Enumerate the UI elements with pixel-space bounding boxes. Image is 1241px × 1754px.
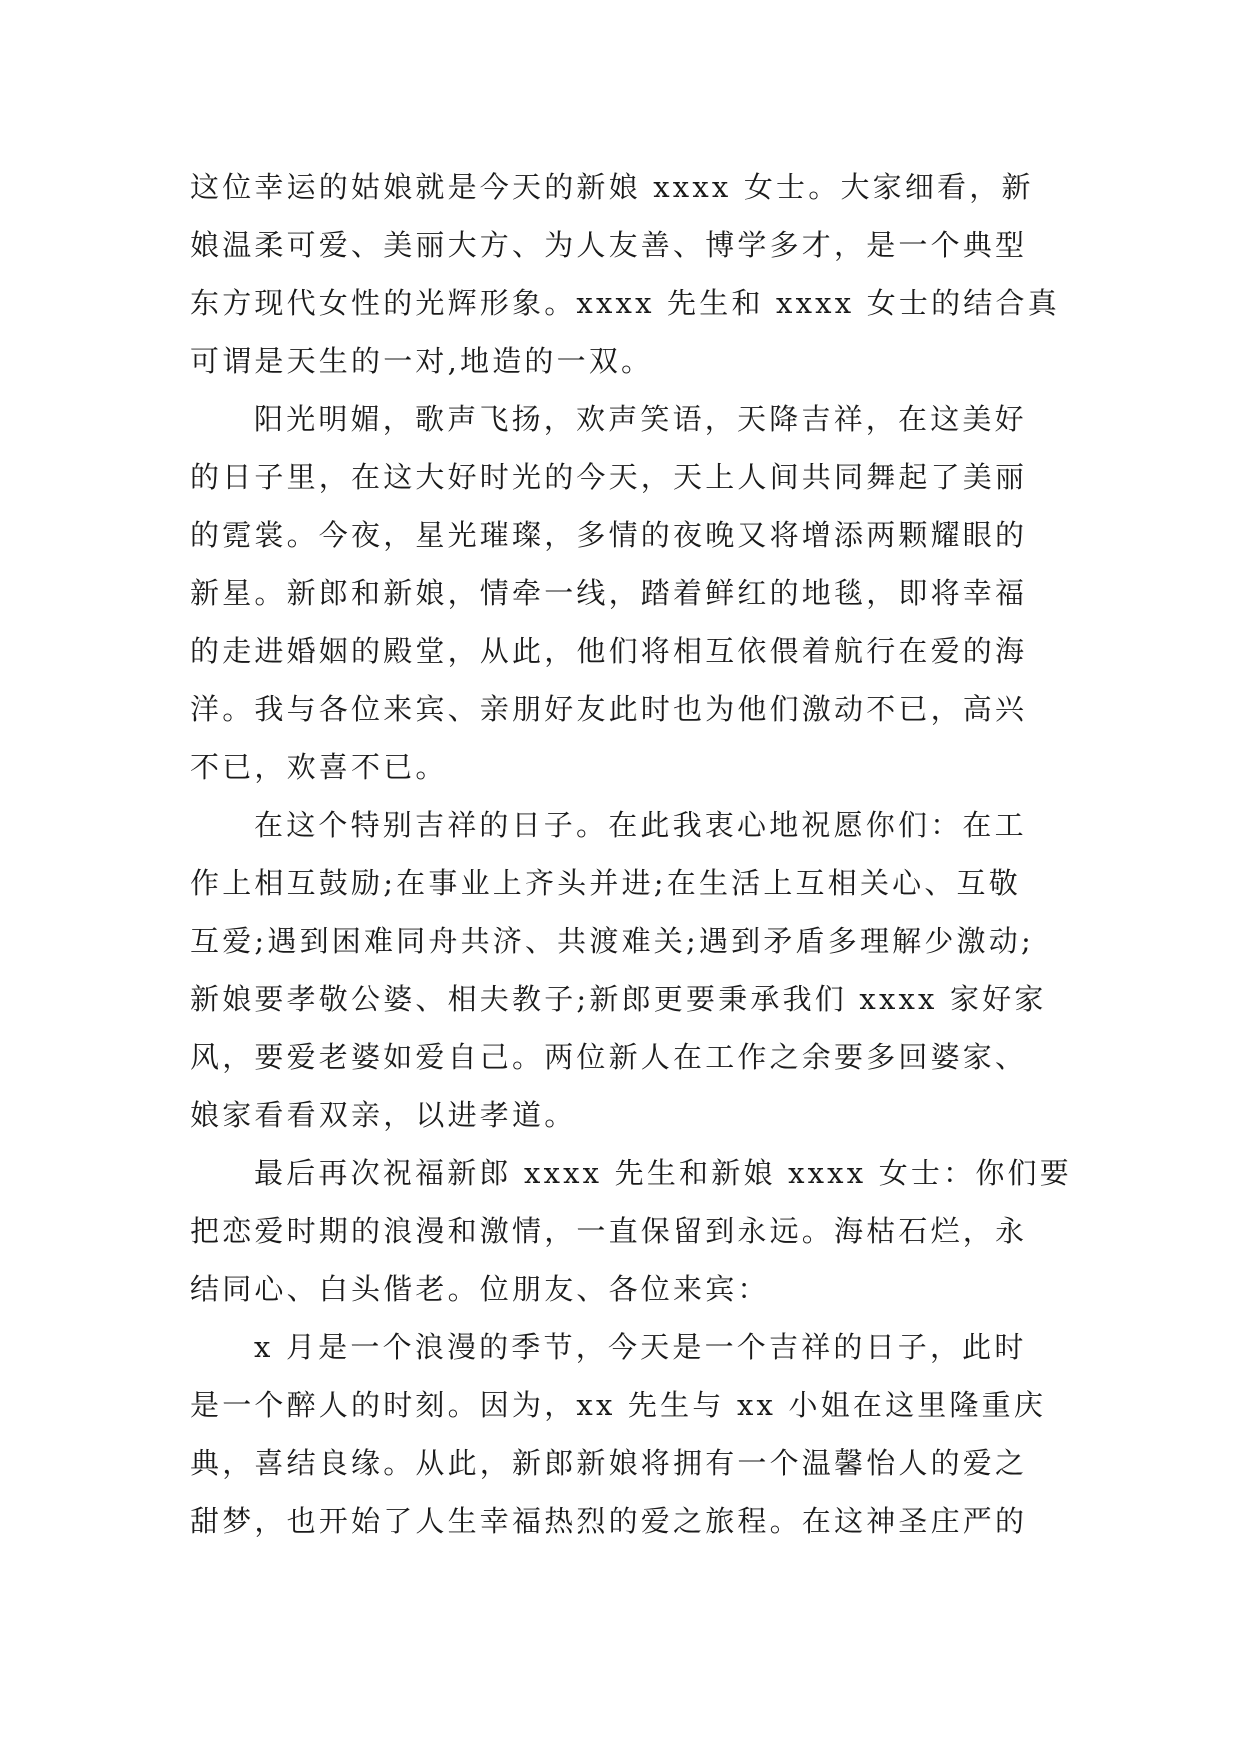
document-body	[190, 158, 1072, 1550]
paragraph	[190, 158, 1060, 390]
text-line: 结同心、白头偕老。位朋友、各位来宾：	[190, 1272, 770, 1306]
text-line: 新星。新郎和新娘，情牵一线，踏着鲜红的地毯，即将幸福	[190, 576, 1028, 610]
text-line: 的霓裳。今夜，星光璀璨，多情的夜晚又将增添两颗耀眼的	[190, 518, 1028, 552]
text-line: 东方现代女性的光辉形象。xxxx 先生和 xxxx 女士的结合真	[190, 286, 1060, 320]
text-line: 娘家看看双亲，以进孝道。	[190, 1098, 577, 1132]
text-line: 甜梦，也开始了人生幸福热烈的爱之旅程。在这神圣庄严的	[190, 1504, 1028, 1538]
text-line: 在这个特别吉祥的日子。在此我衷心地祝愿你们：在工	[254, 808, 1027, 842]
text-line: 典，喜结良缘。从此，新郎新娘将拥有一个温馨怡人的爱之	[190, 1446, 1028, 1480]
text-line: 可谓是天生的一对,地造的一双。	[190, 344, 654, 378]
text-line: 洋。我与各位来宾、亲朋好友此时也为他们激动不已，高兴	[190, 692, 1028, 726]
text-line: 风，要爱老婆如爱自己。两位新人在工作之余要多回婆家、	[190, 1040, 1028, 1074]
text-line: 互爱;遇到困难同舟共济、共渡难关;遇到矛盾多理解少激动;	[190, 924, 1034, 958]
paragraph	[190, 1144, 1072, 1318]
text-line: 新娘要孝敬公婆、相夫教子;新郎更要秉承我们 xxxx 家好家	[190, 982, 1047, 1016]
paragraph	[190, 796, 1050, 1144]
text-line: 作上相互鼓励;在事业上齐头并进;在生活上互相关心、互敬	[190, 866, 1021, 900]
text-line: 的走进婚姻的殿堂，从此，他们将相互依偎着航行在爱的海	[190, 634, 1028, 668]
text-line: 把恋爱时期的浪漫和激情，一直保留到永远。海枯石烂，永	[190, 1214, 1028, 1248]
text-line: 是一个醉人的时刻。因为，xx 先生与 xx 小姐在这里隆重庆	[190, 1388, 1047, 1422]
paragraph	[190, 390, 1050, 796]
text-line: 的日子里，在这大好时光的今天，天上人间共同舞起了美丽	[190, 460, 1028, 494]
text-line: 阳光明媚，歌声飞扬，欢声笑语，天降吉祥，在这美好	[254, 402, 1027, 436]
text-line: 不已，欢喜不已。	[190, 750, 448, 784]
text-line: 娘温柔可爱、美丽大方、为人友善、博学多才，是一个典型	[190, 228, 1028, 262]
text-line: 最后再次祝福新郎 xxxx 先生和新娘 xxxx 女士：你们要	[254, 1156, 1072, 1190]
paragraph	[190, 1318, 1050, 1550]
text-line: x 月是一个浪漫的季节，今天是一个吉祥的日子，此时	[254, 1330, 1027, 1364]
text-line: 这位幸运的姑娘就是今天的新娘 xxxx 女士。大家细看，新	[190, 170, 1034, 204]
